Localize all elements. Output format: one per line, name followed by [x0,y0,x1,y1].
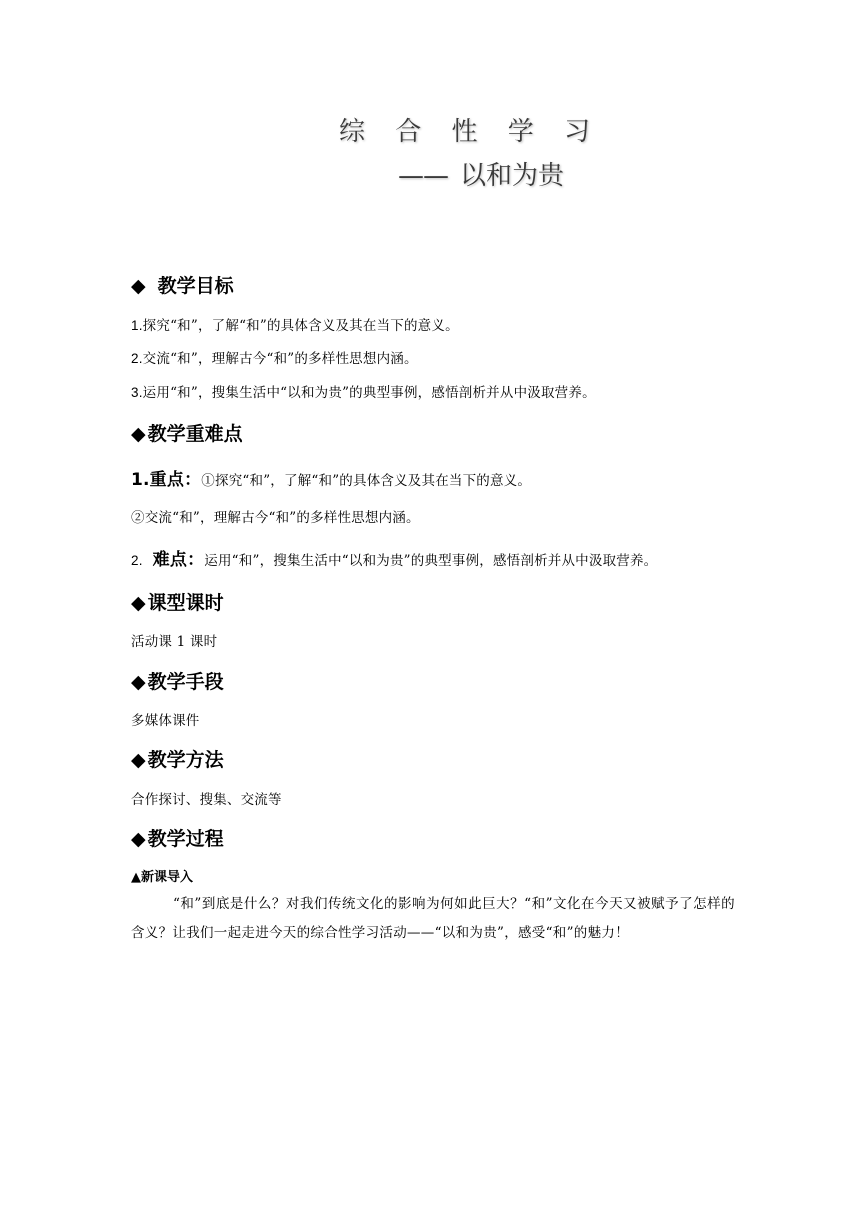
heading-text: 教学目标 [157,275,234,297]
item-number: 2. [131,351,143,366]
heading-text: 课型课时 [147,592,224,614]
difficult-point-line [131,545,657,570]
diamond-bullet-icon: ◆ [131,671,146,693]
means-text: 多媒体课件 [131,713,200,729]
diamond-bullet-icon: ◆ [131,275,146,297]
process-paragraph: “和”到底是什么？对我们传统文化的影响为何如此巨大？“和”文化在今天又被赋予了怎样的含义？让我们一起走进今天的综合性学习活动——“以和为贵”，感受“和”的魅力！ [131,896,735,941]
item-text: 运用“和”，搜集生活中“以和为贵”的典型事例，感悟剖析并从中汲取营养。 [142,385,596,401]
difficult-number: 2. [131,553,143,568]
difficult-label: 难点： [152,550,205,570]
section-heading-methods [131,745,224,772]
item-number: 3. [131,385,143,400]
key-point-label: 1.重点： [131,470,202,490]
heading-text: 教学过程 [147,828,224,850]
diamond-bullet-icon: ◆ [131,749,146,771]
difficult-text: 运用“和”，搜集生活中“以和为贵”的典型事例，感悟剖析并从中汲取营养。 [204,553,658,569]
item-text: 交流“和”，理解古今“和”的多样性思想内涵。 [142,351,418,367]
diamond-bullet-icon: ◆ [131,828,146,850]
document-subtitle [398,155,564,192]
objective-item-3 [131,381,596,401]
methods-text: 合作探讨、搜集、交流等 [131,792,282,808]
section-heading-objectives [131,271,234,298]
section-heading-lesson-type [131,588,224,615]
subtitle-dash: —— [398,161,448,191]
diamond-bullet-icon: ◆ [131,592,146,614]
item-number: 1. [131,318,143,333]
section-heading-means [131,667,224,694]
document-title: 综 合 性 学 习 [339,117,602,147]
heading-text: 教学方法 [147,749,224,771]
objective-item-2 [131,347,418,367]
section-heading-process [131,824,224,851]
heading-text: 教学重难点 [147,423,243,445]
subtitle-text: 以和为贵 [460,161,565,191]
lesson-type-text: 活动课 1 课时 [131,634,218,650]
heading-text: 教学手段 [147,671,224,693]
item-text: 探究“和”，了解“和”的具体含义及其在当下的意义。 [142,318,459,334]
section-heading-key-points [131,419,243,446]
key-point-line-2 [131,506,420,526]
process-subheading: ▲新课导入 [131,870,193,885]
diamond-bullet-icon: ◆ [131,423,146,445]
key-point-text: ①探究“和”，了解“和”的具体含义及其在当下的意义。 [201,473,532,489]
key-point-text: ②交流“和”，理解古今“和”的多样性思想内涵。 [131,510,420,526]
key-point-line [131,465,531,490]
objective-item-1 [131,314,459,334]
